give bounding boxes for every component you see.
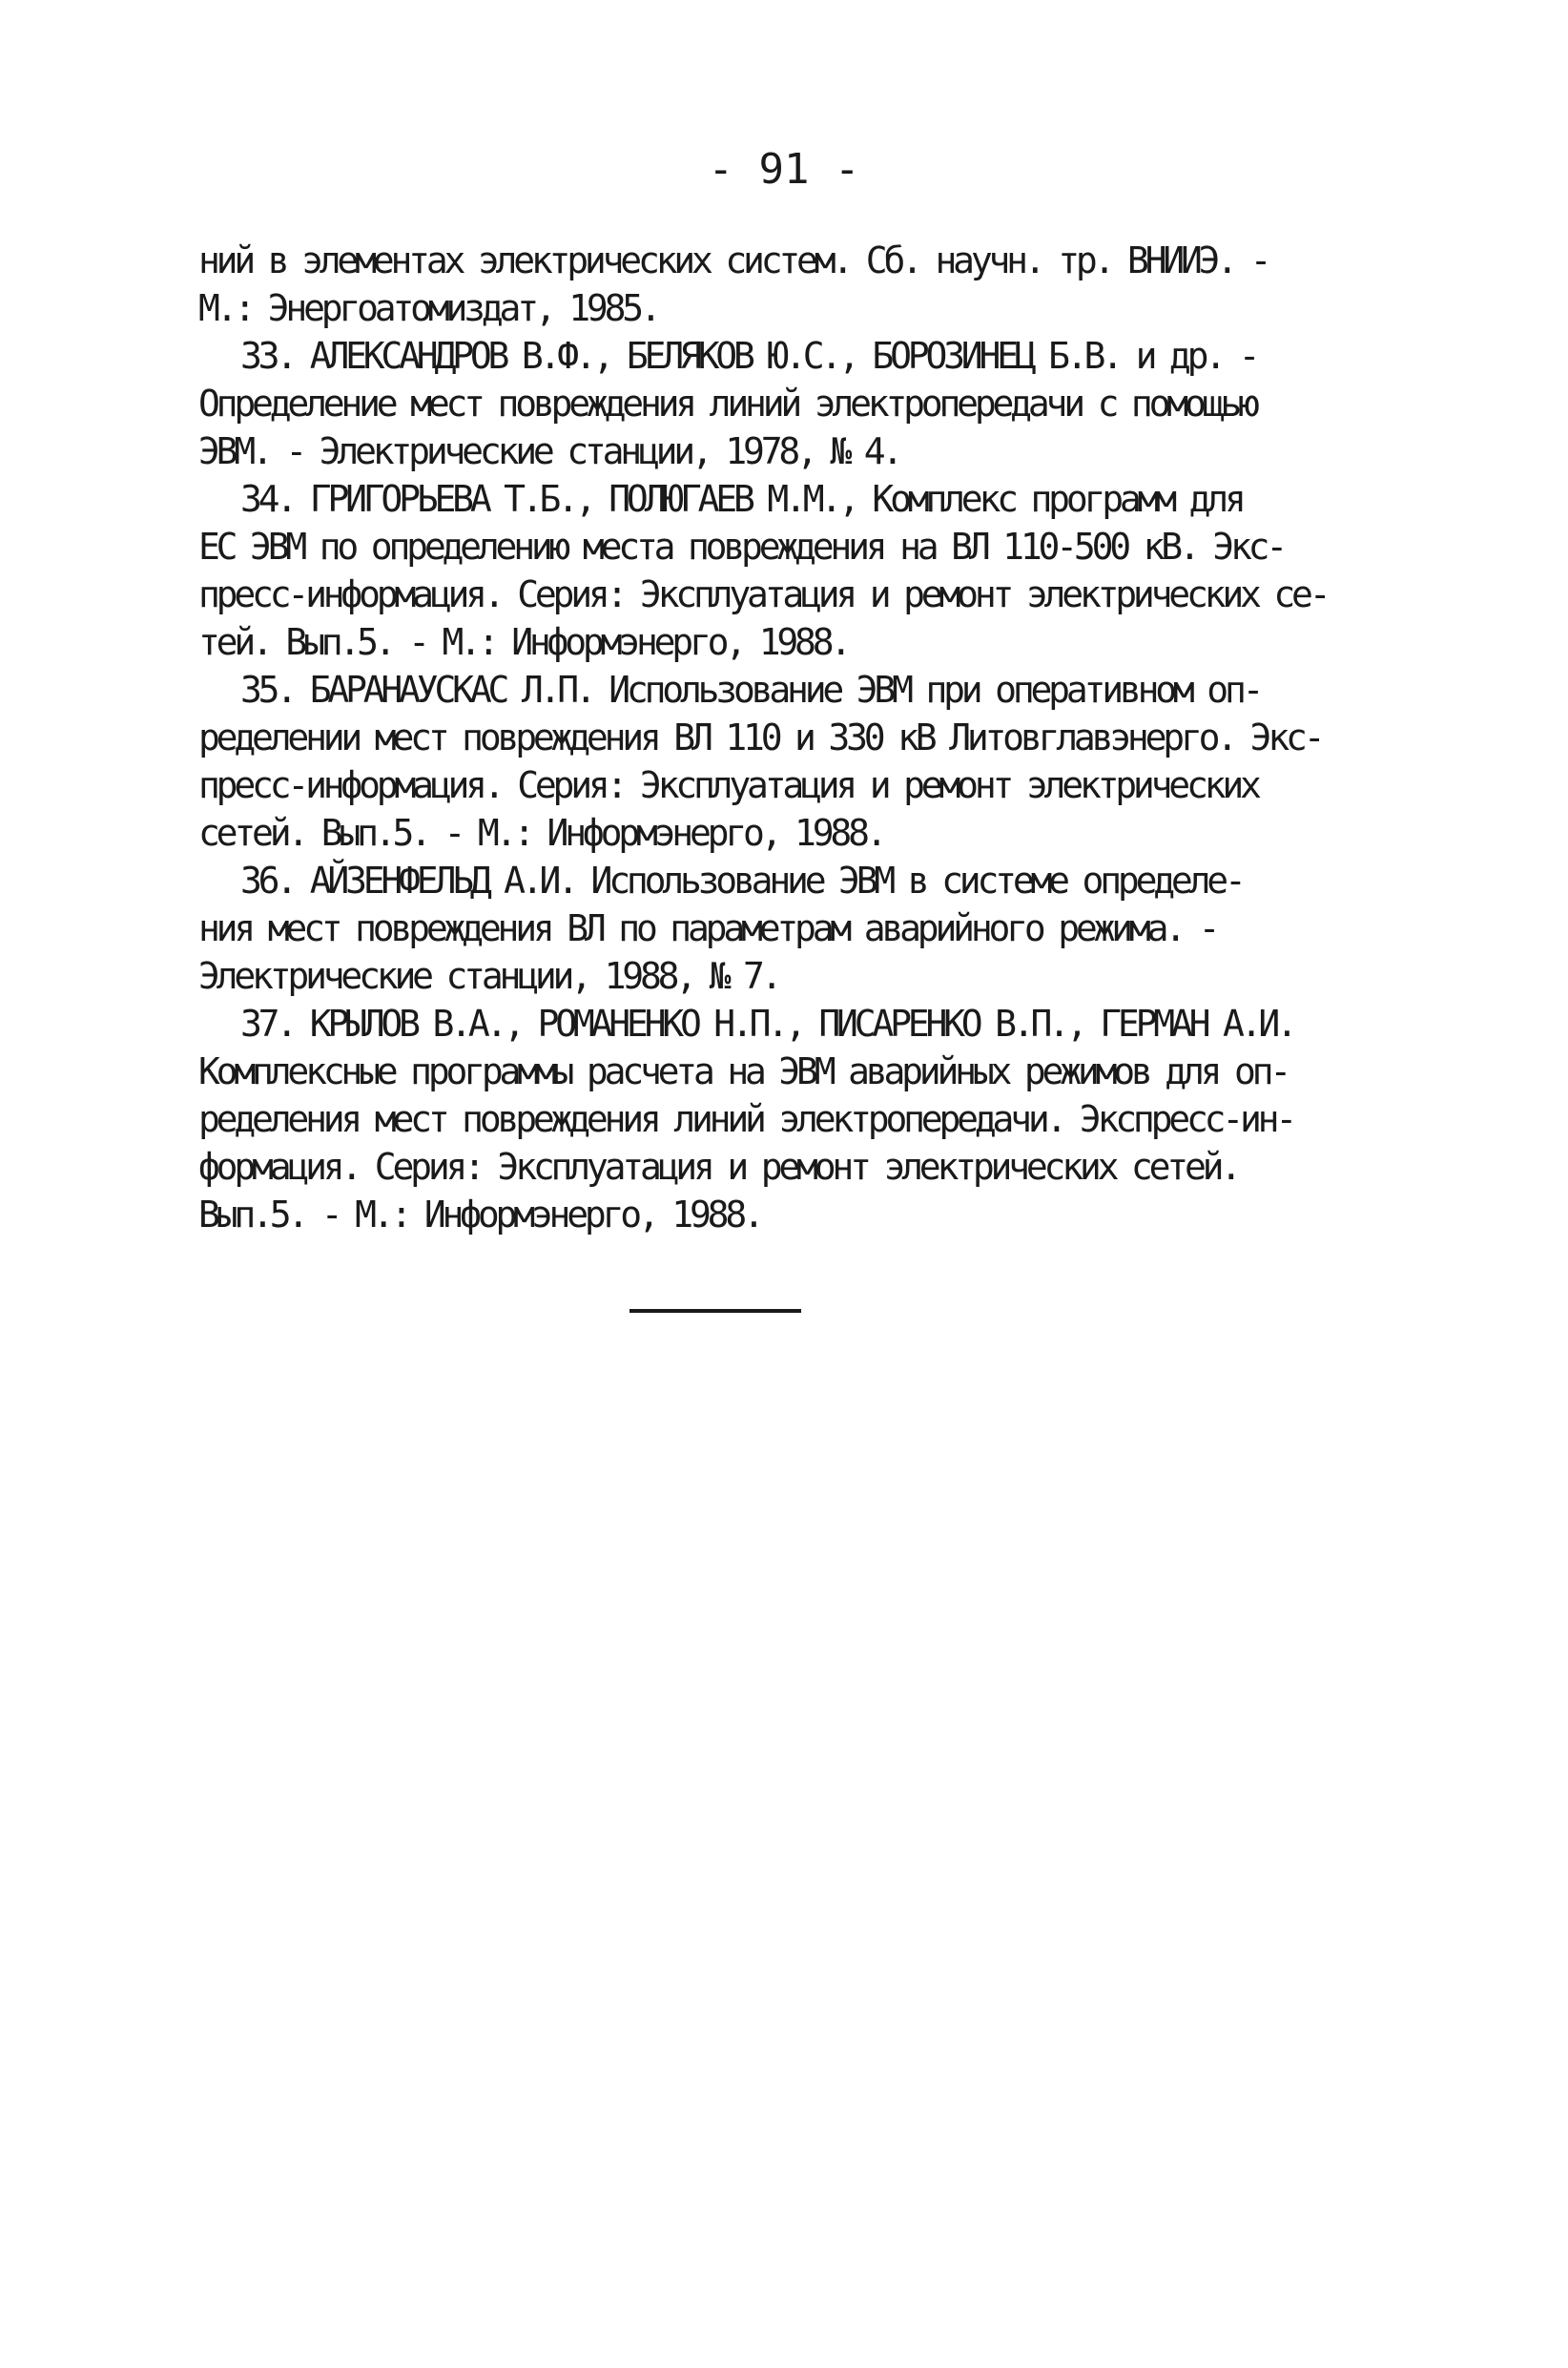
text-line: ределении мест повреждения ВЛ 110 и 330 кВ Литовглавэнерго. Экс- [198,717,1322,758]
text-line: Электрические станции, 1988, № 7. [198,955,779,997]
text-line: Вып.5. - М.: Информэнерго, 1988. [198,1194,761,1236]
text-line: Комплексные программы расчета на ЭВМ аварийных режимов для оп- [198,1050,1289,1092]
text-line: ний в элементах электрических систем. Сб. научн. тр. ВНИИЭ. - [198,239,1269,281]
text-line: сетей. Вып.5. - М.: Информэнерго, 1988. [198,812,884,854]
text-line: М.: Энергоатомиздат, 1985. [198,287,658,329]
text-line: 34. ГРИГОРЬЕВА Т.Б., ПОЛЮГАЕВ М.М., Комплекс программ для [240,478,1243,520]
text-line: тей. Вып.5. - М.: Информэнерго, 1988. [198,621,849,663]
bibliography-entry-36 [198,857,1400,1000]
text-line: 33. АЛЕКСАНДРОВ В.Ф., БЕЛЯКОВ Ю.С., БОРОЗИНЕЦ Б.В. и др. - [240,335,1257,377]
text-line: ределения мест повреждения линий электропередачи. Экспресс-ин- [198,1098,1294,1140]
text-line: формация. Серия: Эксплуатация и ремонт электрических сетей. [198,1146,1238,1188]
bibliography-entry-35 [198,666,1400,857]
bibliography-entry-33 [198,332,1400,475]
continued-entry [198,237,1400,332]
text-line: пресс-информация. Серия: Эксплуатация и ремонт электрических се- [198,573,1328,615]
text-line: ния мест повреждения ВЛ по параметрам аварийного режима. - [198,907,1217,949]
text-line: 35. БАРАНАУСКАС Л.П. Использование ЭВМ при оперативном оп- [240,669,1261,711]
page-number: - 91 - [708,145,860,194]
text-line: 36. АЙЗЕНФЕЛЬД А.И. Использование ЭВМ в системе определе- [240,860,1243,902]
text-line: Определение мест повреждения линий электропередачи с помощью [198,383,1256,425]
bibliography-entry-37 [198,1000,1400,1238]
text-line: ЕС ЭВМ по определению места повреждения на ВЛ 110-500 кВ. Экс- [198,526,1285,568]
end-rule-divider [629,1309,801,1313]
text-line: 37. КРЫЛОВ В.А., РОМАНЕНКО Н.П., ПИСАРЕНКО В.П., ГЕРМАН А.И. [240,1003,1294,1045]
text-line: ЭВМ. - Электрические станции, 1978, № 4. [198,430,900,472]
bibliography-list [198,237,1400,1238]
text-line: пресс-информация. Серия: Эксплуатация и ремонт электрических [198,764,1258,806]
bibliography-entry-34 [198,475,1400,666]
